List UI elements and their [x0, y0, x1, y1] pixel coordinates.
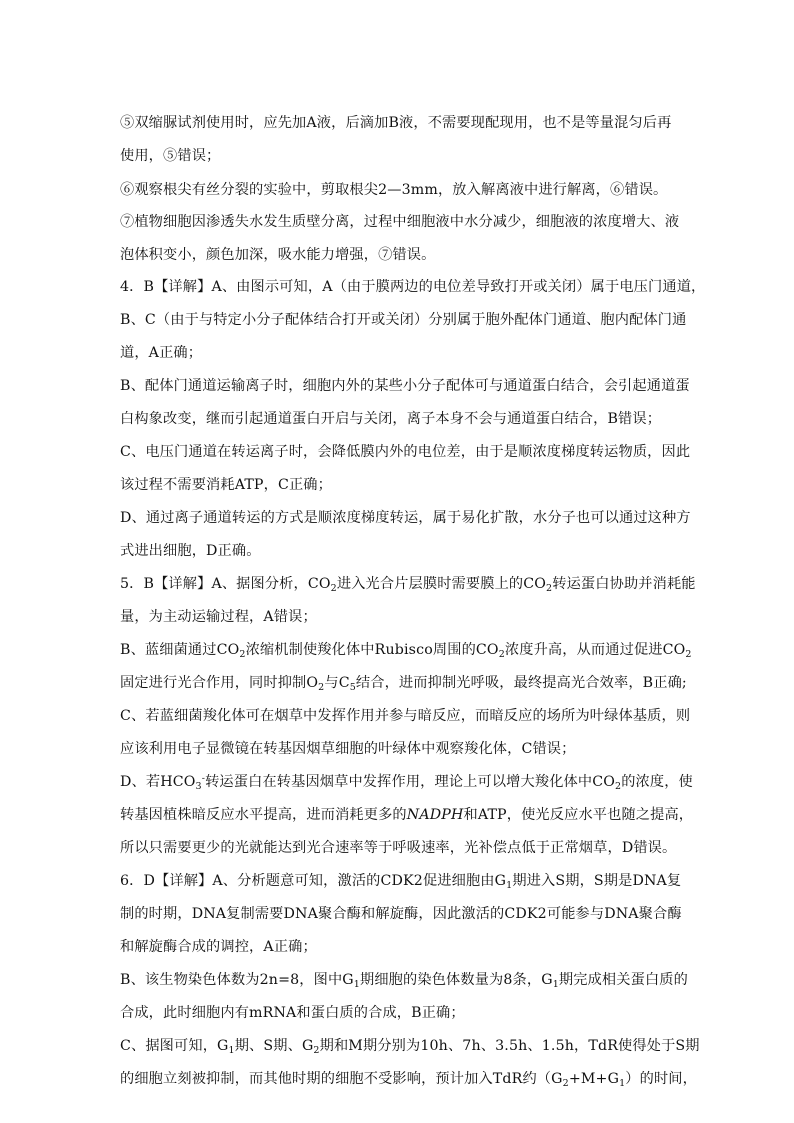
text-line	[120, 180, 667, 200]
text-line	[120, 310, 686, 330]
text-line	[120, 277, 705, 297]
text-line	[120, 475, 332, 495]
text-run: 道，A正确；	[120, 345, 203, 361]
text-line	[120, 541, 261, 561]
text-run: 与C	[324, 675, 350, 691]
text-run: 浓缩机制使羧化体中Rubisco周围的CO	[245, 642, 499, 658]
text-line	[120, 343, 202, 363]
text-line	[120, 607, 317, 627]
text-run: 1	[552, 979, 559, 990]
text-run: 6．D【详解】A、分析题意可知，激活的CDK2促进细胞由G	[120, 873, 507, 889]
text-run: 合成，此时细胞内有mRNA和蛋白质的合成，B正确；	[120, 1005, 465, 1021]
text-run: 2	[313, 1045, 320, 1056]
text-run: -	[201, 773, 206, 784]
text-run: D、通过离子通道转运的方式是顺浓度梯度转运，属于易化扩散，水分子也可以通过这种方	[120, 510, 691, 526]
text-run: B、该生物染色体数为2n=8，图中G	[120, 972, 354, 988]
text-line	[120, 706, 690, 726]
text-run: B、配体门通道运输离子时，细胞内外的某些小分子配体可与通道蛋白结合，会引起通道蛋	[120, 378, 690, 394]
text-run: 2	[546, 583, 553, 594]
text-line	[120, 904, 682, 924]
text-run: 进入光合片层膜时需要膜上的CO	[336, 576, 547, 592]
text-run: 使用，⑤错误；	[120, 148, 221, 164]
text-run: 量，为主动运输过程，A错误；	[120, 609, 317, 625]
text-run: 4．B【详解】A、由图示可知，A（由于膜两边的电位差导致打开或关闭）属于电压门通道，	[120, 279, 706, 295]
text-run: 转运蛋白在转基因烟草中发挥作用，理论上可以增大羧化体中CO	[205, 774, 615, 790]
text-run: 期完成相关蛋白质的	[558, 972, 688, 988]
text-run: C、若蓝细菌羧化体可在烟草中发挥作用并参与暗反应，而暗反应的场所为叶绿体基质，则	[120, 708, 691, 724]
text-run: ⑤双缩脲试剂使用时，应先加A液，后滴加B液，不需要现配现用，也不是等量混匀后再	[120, 115, 672, 131]
text-run: 2	[239, 649, 246, 660]
text-line	[120, 245, 435, 265]
text-run: 浓度升高，从而通过促进CO	[504, 642, 686, 658]
text-line	[120, 376, 690, 396]
text-line	[120, 1069, 697, 1089]
text-line	[120, 574, 696, 594]
text-run: 5．B【详解】A、据图分析，CO	[120, 576, 331, 592]
text-run: 2	[498, 649, 505, 660]
text-run: 应该利用电子显微镜在转基因烟草细胞的叶绿体中观察羧化体，C错误；	[120, 741, 576, 757]
text-run: B、蓝细菌通过CO	[120, 642, 240, 658]
text-line	[120, 146, 220, 166]
text-run: 和ATP，使光反应水平也随之提高，	[463, 807, 694, 823]
text-run: 白构象改变，继而引起通道蛋白开启与关闭，离子本身不会与通道蛋白结合，B错误；	[120, 411, 662, 427]
text-line	[120, 772, 693, 792]
text-run: D、若HCO	[120, 774, 196, 790]
text-line	[120, 937, 317, 957]
text-line	[120, 970, 688, 990]
text-line	[120, 212, 679, 232]
text-run: 期细胞的染色体数量为8条，G	[360, 972, 553, 988]
text-run: 该过程不需要消耗ATP，C正确；	[120, 477, 332, 493]
text-run: 的细胞立刻被抑制，而其他时期的细胞不受影响，预计加入TdR约（G	[120, 1071, 563, 1087]
text-run: 3	[195, 781, 202, 792]
text-line	[120, 1036, 700, 1056]
text-run: ⑥观察根尖有丝分裂的实验中，剪取根尖2—3mm，放入解离液中进行解离，⑥错误。	[120, 182, 668, 198]
text-run: 转运蛋白协助并消耗能	[552, 576, 696, 592]
text-run: 2	[562, 1078, 569, 1089]
text-line	[120, 673, 687, 693]
text-run: 2	[318, 682, 325, 693]
text-line	[120, 113, 671, 133]
text-run: ⑦植物细胞因渗透失水发生质壁分离，过程中细胞液中水分减少，细胞液的浓度增大、液	[120, 214, 680, 230]
text-run: C、电压门通道在转运离子时，会降低膜内外的电位差，由于是顺浓度梯度转运物质，因此	[120, 444, 691, 460]
text-line	[120, 739, 575, 759]
text-run: 固定进行光合作用，同时抑制O	[120, 675, 319, 691]
text-run: +M+G	[568, 1071, 620, 1087]
text-run: 和解旋酶合成的调控，A正确；	[120, 939, 317, 955]
text-line	[120, 1003, 465, 1023]
text-run: 结合，进而抑制光呼吸，最终提高光合效率，B正确;	[355, 675, 687, 691]
text-line	[120, 508, 691, 528]
text-run: 的浓度，使	[621, 774, 693, 790]
text-run: 2	[685, 649, 692, 660]
text-line	[120, 640, 692, 660]
text-run: 期进入S期，S期是DNA复	[512, 873, 682, 889]
text-line	[120, 409, 661, 429]
text-line	[120, 805, 693, 825]
text-run: 泡体积变小，颜色加深，吸水能力增强，⑦错误。	[120, 247, 436, 263]
text-line	[120, 871, 681, 891]
text-line	[120, 442, 690, 462]
text-run: 1	[506, 880, 513, 891]
text-run: 期和M期分别为10h、7h、3.5h、1.5h，TdR使得处于S期	[319, 1038, 700, 1054]
text-run: 转基因植株暗反应水平提高，进而消耗更多的	[120, 807, 407, 823]
text-run: 2	[330, 583, 337, 594]
text-run: 期、S期、G	[234, 1038, 314, 1054]
text-run: 制的时期，DNA复制需要DNA聚合酶和解旋酶，因此激活的CDK2可能参与DNA聚合酶	[120, 906, 682, 922]
text-run: 5	[349, 682, 356, 693]
text-run: B、C（由于与特定小分子配体结合打开或关闭）分别属于胞外配体门通道、胞内配体门通	[120, 312, 687, 328]
text-run: 式进出细胞，D正确。	[120, 543, 261, 559]
text-run: 1	[353, 979, 360, 990]
text-line	[120, 838, 676, 858]
text-run: C、据图可知，G	[120, 1038, 229, 1054]
text-run: 1	[619, 1078, 626, 1089]
text-run: 2	[615, 781, 622, 792]
text-run: 所以只需要更少的光就能达到光合速率等于呼吸速率，光补偿点低于正常烟草，D错误。	[120, 840, 677, 856]
text-run: ）的时间，	[625, 1071, 697, 1087]
text-run: NADPH	[406, 807, 464, 823]
text-run: 1	[228, 1045, 235, 1056]
